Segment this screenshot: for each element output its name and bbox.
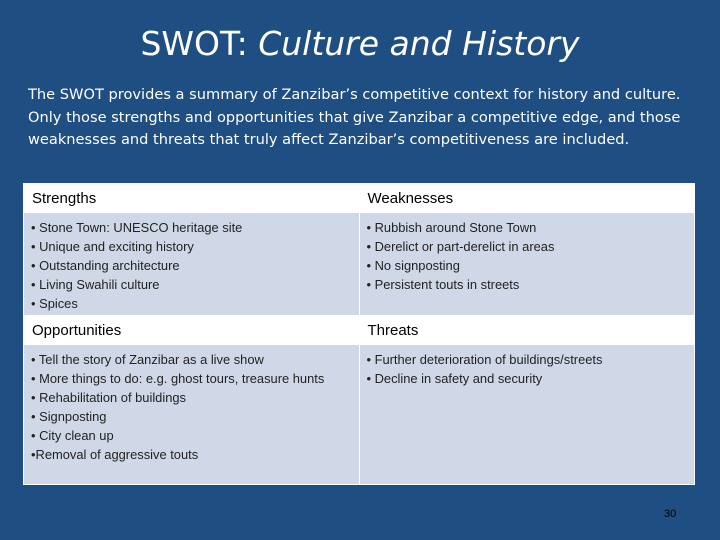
opportunity-item: • More things to do: e.g. ghost tours, treasure hunts [31, 371, 325, 386]
threat-item: • Further deterioration of buildings/streets [366, 352, 603, 367]
strength-item: • Outstanding architecture [31, 258, 180, 273]
threats-cell [359, 345, 695, 485]
strength-item: • Spices [31, 296, 78, 311]
opportunity-item: • Tell the story of Zanzibar as a live show [31, 352, 264, 367]
opportunity-item: • Rehabilitation of buildings [31, 390, 187, 405]
opportunity-item: • Signposting [31, 409, 107, 424]
strength-item: • Stone Town: UNESCO heritage site [31, 220, 243, 235]
slide-title-prefix: SWOT: [140, 24, 259, 63]
weakness-item: • Rubbish around Stone Town [366, 220, 537, 235]
swot-table [23, 183, 695, 485]
strengths-heading: Strengths [24, 184, 360, 213]
page-number: 30 [664, 508, 677, 520]
opportunity-item: • City clean up [31, 428, 114, 443]
strength-item: • Living Swahili culture [31, 277, 160, 292]
threats-heading: Threats [359, 316, 695, 345]
strengths-cell [24, 213, 360, 316]
threat-item: • Decline in safety and security [366, 371, 543, 386]
opportunities-heading: Opportunities [24, 316, 360, 345]
weaknesses-heading: Weaknesses [359, 184, 695, 213]
intro-paragraph: The SWOT provides a summary of Zanzibar’s competitive context for history and culture. Only those strengths and opportunities that give Zanzibar a competitive edge, and those weaknesses and threats that truly affect Zanzibar’s competitiveness are included. [28, 86, 681, 148]
swot-body-row-2 [24, 345, 695, 485]
strength-item: • Unique and exciting history [31, 239, 194, 254]
slide-title [0, 22, 720, 66]
weaknesses-cell [359, 213, 695, 316]
swot-header-row-1 [24, 184, 695, 213]
slide-title-emphasis: Culture and History [258, 24, 580, 63]
swot-body-row-1 [24, 213, 695, 316]
weakness-item: • Persistent touts in streets [366, 277, 520, 292]
weakness-item: • Derelict or part-derelict in areas [366, 239, 555, 254]
opportunity-item: •Removal of aggressive touts [31, 447, 199, 462]
weakness-item: • No signposting [366, 258, 460, 273]
opportunities-cell [24, 345, 360, 485]
swot-header-row-2 [24, 316, 695, 345]
